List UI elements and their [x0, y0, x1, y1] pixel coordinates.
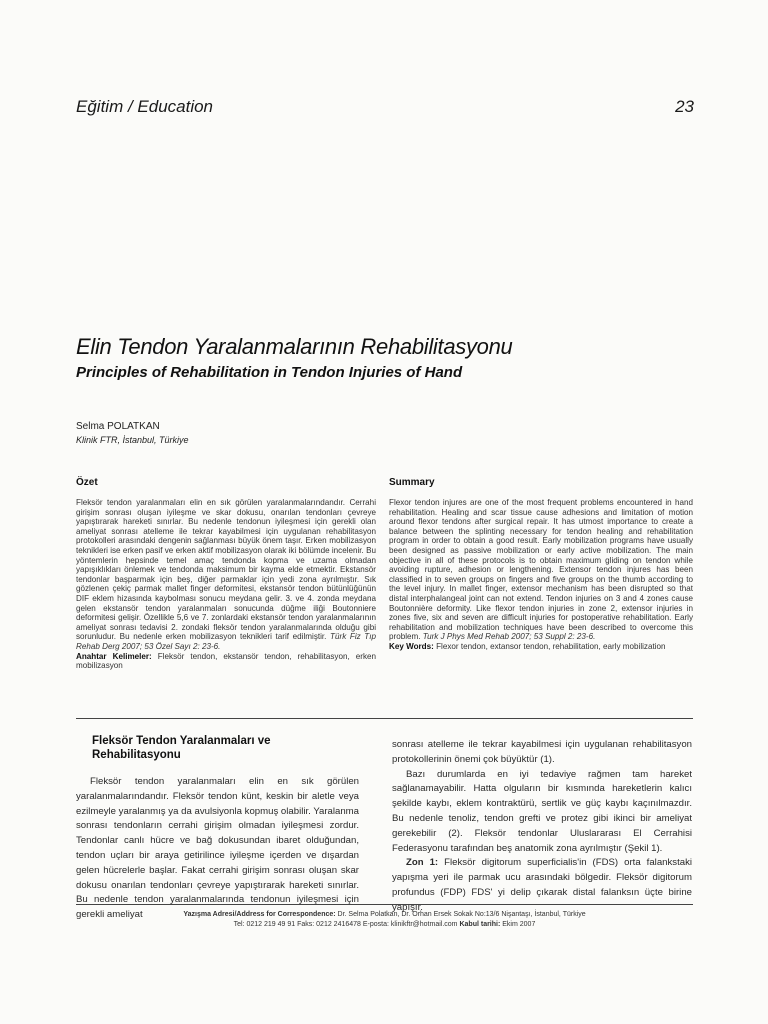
- summary-citation: Turk J Phys Med Rehab 2007; 53 Suppl 2: 23-6.: [422, 632, 596, 642]
- summary-keywords-label: Key Words:: [389, 641, 434, 651]
- ozet-citation: Türk Fiz Tıp Rehab Derg 2007; 53 Özel Sayı 2: 23-6.: [76, 632, 376, 651]
- ozet-text: Fleksör tendon yaralanmaları elin en sık görülen yaralanmalarındandır. Cerrahi girişim sonrası oluşan iyileşme ve skar dokusu, onarılan tendonları çevreye yapıştırarak hareketi sınırlar. Bu nedenle tendonun iyileşmesi için gerekli olan ameliyat sonrası atelleme ile tekrar kayabilmesi için uygulanan rehabilitasyon protokolleri arasındaki dengenin sağlanması büyük önem taşır. Erken mobilizasyon teknikleri ise erken pasif ve erken aktif mobilizasyon olarak iki bölümde incelenir. Bu yöntemlerin hepsinde temel amaç tendonda kopma ve uzama olmadan yapışıklıkları önlemek ve tendonda maksimum bir kayma elde etmektir. Ekstansör tendonlar başparmak için beş, diğer parmaklar için yedi zona ayrılmıştır. Sık gözlenen çekiç parmak mallet finger deformitesi, ekstansör tendon bütünlüğünün DIF eklem hizasında kaybolması sonucu meydana gelir. 3. ve 4. zonda meydana gelen ekstansör tendon yaralanmaları sonucunda düğme iliği Boutonniere deformitesi gelişir. Özellikle 5,6 ve 7. zonlardaki ekstansör tendon yaralanmalarının ameliyat sonrası tedavisi 2. zondaki fleksör tendon yaralanmalarında olduğu gibi sorunludur. Bu nedenle erken mobilizasyon teknikleri tarif edilmiştir.: [76, 498, 376, 642]
- body-paragraph: sonrası atelleme ile tekrar kayabilmesi için uygulanan rehabilitasyon protokollerinin önemi çok büyüktür (1).: [392, 739, 692, 765]
- accept-date: Ekim 2007: [502, 921, 536, 928]
- section-heading: Fleksör Tendon Yaralanmaları ve Rehabilitasyonu: [92, 735, 271, 761]
- zone-text: Fleksör digitorum superficialis'in (FDS) orta falankstaki yapışma yeri ile parmak ucu arasındaki bölgedir. Fleksör digitorum profundus (FDP) FDS' yi delip çıkarak distal falanksın üçte birine yapışır.: [392, 857, 693, 913]
- correspondence-label: Yazışma Adresi/Address for Correspondence:: [183, 911, 336, 918]
- article-subtitle: Principles of Rehabilitation in Tendon Injuries of Hand: [76, 364, 463, 381]
- ozet-keywords-label: Anahtar Kelimeler:: [76, 651, 152, 661]
- body-paragraph: Bazı durumlarda en iyi tedaviye rağmen tam hareket sağlanamayabilir. Hatta olguların bir kısmında hareketlerin kalıcı şekilde kaybı, eklem kontraktürü, sertlik ve güç kaybı kaçınılmazdır. Bu nedenle tenoliz, tendon grefti ve protez gibi ikinci bir ameliyat gerekebilir (2). Fleksör tendonlar Uluslararası El Cerrahisi Federasyonu tarafından beş anatomik zona ayrılmıştır (Şekil 1).: [392, 768, 692, 854]
- zone-label: Zon 1:: [406, 857, 439, 869]
- ozet-abstract: [76, 498, 376, 671]
- summary-heading: Summary: [389, 477, 435, 488]
- accept-label: Kabul tarihi:: [459, 921, 501, 928]
- correspondence-footer: [76, 910, 693, 930]
- page-number: 23: [675, 97, 694, 116]
- abstract-divider: [76, 718, 693, 719]
- section-label: Eğitim / Education: [76, 97, 214, 116]
- footer-divider: [76, 904, 693, 905]
- body-paragraph: [392, 856, 692, 915]
- article-title: Elin Tendon Yaralanmalarının Rehabilitasyonu: [76, 334, 513, 359]
- correspondence-address: Dr. Selma Polatkan, Dr. Orhan Ersek Sokak No:13/6 Nişantaşı, İstanbul, Türkiye: [337, 911, 586, 918]
- contact-info: Tel: 0212 219 49 91 Faks: 0212 2416478 E-posta: klinikftr@hotmail.com: [233, 921, 458, 928]
- ozet-keywords: Fleksör tendon, ekstansör tendon, rehabilitasyon, erken mobilizasyon: [76, 651, 376, 671]
- author-affiliation: Klinik FTR, İstanbul, Türkiye: [76, 435, 189, 445]
- body-right-column: [392, 738, 692, 916]
- body-left-column: [76, 775, 359, 923]
- body-paragraph: Fleksör tendon yaralanmaları elin en sık görülen yaralanmalarındandır. Fleksör tendon künt, keskin bir aletle veya ezilmeyle yaralanmış ya da avulsiyonla kopmuş olabilir. Yaralanma sonrası tendonların cerrahi girişim olmadan iyileşmesi zordur. Tendonlar canlı hücre ve bağ dokusundan ibaret olduğundan, tendon uçları bir araya getirilince iyileşme içerden ve dışardan gelen hücrelerle başlar. Fakat cerrahi girişim sonrası oluşan skar dokusu onarılan tendonları çevreye yapıştırarak hareketi sınırlar. Bu nedenle tendon yaralanmalarında tendonun iyileşmesi için gerekli ameliyat: [76, 776, 359, 921]
- author-name: Selma POLATKAN: [76, 421, 160, 432]
- summary-abstract: [389, 498, 693, 652]
- summary-keywords: Flexor tendon, extansor tendon, rehabilitation, early mobilization: [436, 641, 666, 651]
- summary-text: Flexor tendon injures are one of the most frequent problems encountered in hand rehabilitation. Healing and scar tissue cause adhesions and limitation of motion around flexor tendons after surgical repair. It has utmost importance to create a balance between the splinting necessary for tendon healing and rehabilitation program in order to obtain a good result. Early mobilization programs have usually been designed as passive mobilization or early active mobilization. The main objective in all of these protocols is to obtain maximum gliding on tendon while avoiding rupture, adhesion or lengthening. Extensor tendon injures has been classified in to seven groups on fingers and five groups on the thumb according to the level injury. In mallet finger, extensor mechanism has been disrupted so that distal interphalangeal joint can not extend. Tendon injuries on 3 and 4 zones cause Boutonnière deformity. Like flexor tendon injuries in zone 2, extensor injuries in zones five, six and seven are difficult injuries for postoperative rehabilitation. Early rehabilitation and mobilization techniques have been described to overcome this problem.: [389, 498, 693, 642]
- ozet-heading: Özet: [76, 477, 98, 488]
